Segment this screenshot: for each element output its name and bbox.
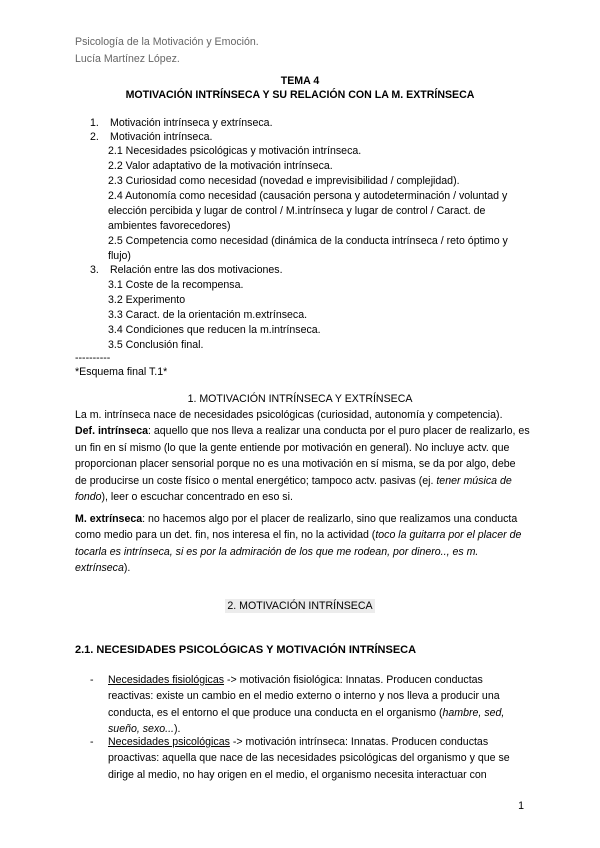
toc-item-3-3: 3.3 Caract. de la orientación m.extrínseca.	[108, 309, 308, 321]
toc-item-1	[90, 117, 273, 129]
definition-label: Def. intrínseca	[75, 425, 149, 438]
toc-item-number: 3.	[90, 264, 99, 276]
definition-text: : aquello que nos lleva a realizar una conducta por el puro placer de realizarlo, es un fin en sí mismo (lo que la gente entiende por motivación en general). No incluye actv. que proporcionan placer sensorial porque no es una motivación en sí misma, se da por algo, debe de producirse un coste físico o mental energético; tampoco actv. pasivas (ej.	[75, 425, 530, 487]
intro-paragraph: La m. intrínseca nace de necesidades psicológicas (curiosidad, autonomía y competencia).	[75, 409, 503, 421]
toc-item-3-2: 3.2 Experimento	[108, 294, 186, 306]
extrinsic-example: toco la guitarra por el placer de tocarla es intrínseca, si es por la admiración de los que me rodean, por dinero.., es m. extrínseca	[75, 529, 522, 575]
header-course: Psicología de la Motivación y Emoción.	[75, 36, 259, 48]
toc-item-label: Motivación intrínseca y extrínseca.	[110, 117, 273, 129]
extrinsic-text: : no hacemos algo por el placer de realizarlo, sino que realizamos una conducta como medio para un det. fin, nos interesa el fin, no la actividad (	[75, 513, 518, 542]
extrinsic-end: ).	[123, 562, 131, 575]
toc-item-3-5: 3.5 Conclusión final.	[108, 339, 204, 351]
tema-subtitle: MOTIVACIÓN INTRÍNSECA Y SU RELACIÓN CON LA M. EXTRÍNSECA	[125, 89, 475, 101]
section-1-body	[75, 407, 530, 505]
section-1-heading: 1. MOTIVACIÓN INTRÍNSECA Y EXTRÍNSECA	[187, 393, 413, 405]
toc-item-3-4: 3.4 Condiciones que reducen la m.intrínseca.	[108, 324, 321, 336]
bullet-text	[108, 672, 530, 738]
extrinsic-paragraph	[75, 511, 530, 577]
bullet-label: Necesidades fisiológicas	[108, 674, 225, 686]
toc-item-3	[90, 264, 283, 276]
toc-item-2-5-line2: flujo)	[108, 250, 131, 262]
toc-item-2-4-line2: elección percibida y lugar de control / M.intrínseca y lugar de control / Caract. de	[108, 205, 486, 217]
separator: ----------	[75, 352, 111, 364]
tema-title: TEMA 4	[280, 75, 320, 87]
bullet-body: -> motivación intrínseca: Innatas. Producen conductas proactivas: aquella que nace de las necesidades psicológicas del organismo y que se dirige al medio, no hay origen en el medio, el organismo necesita interactuar con	[108, 736, 510, 781]
toc-item-2-5-line1: 2.5 Competencia como necesidad (dinámica de la conducta intrínseca / reto óptimo y	[108, 235, 508, 247]
toc-item-2	[90, 131, 212, 143]
page-number: 1	[518, 800, 524, 812]
bullet-label: Necesidades psicológicas	[108, 736, 230, 748]
section-2-heading	[75, 599, 525, 613]
toc-item-2-3: 2.3 Curiosidad como necesidad (novedad e imprevisibilidad / complejidad).	[108, 175, 460, 187]
bullet-example: hambre, sed, sueño, sexo...	[108, 706, 505, 736]
bullet-physiological	[90, 672, 530, 738]
bullet-dash: -	[90, 736, 94, 748]
bullet-psychological	[90, 734, 530, 783]
bullet-dash: -	[90, 674, 94, 686]
extrinsic-label: M. extrínseca	[75, 513, 143, 525]
bullet-text	[108, 734, 530, 783]
toc-item-2-2: 2.2 Valor adaptativo de la motivación intrínseca.	[108, 160, 333, 172]
section-2-heading-text: 2. MOTIVACIÓN INTRÍNSECA	[227, 600, 373, 612]
definition-example: tener música de fondo	[75, 474, 512, 504]
toc-item-number: 1.	[90, 117, 99, 129]
toc-item-2-4-line1: 2.4 Autonomía como necesidad (causación persona y autodeterminación / voluntad y	[108, 190, 508, 202]
definition-end: ), leer o escuchar concentrado en eso si.	[101, 491, 293, 504]
toc-item-3-1: 3.1 Coste de la recompensa.	[108, 279, 244, 291]
toc-item-number: 2.	[90, 131, 99, 143]
header-author: Lucía Martínez López.	[75, 53, 180, 65]
toc-item-label: Relación entre las dos motivaciones.	[110, 264, 283, 276]
toc-item-label: Motivación intrínseca.	[110, 131, 213, 143]
esquema-note: *Esquema final T.1*	[75, 366, 168, 378]
definition-paragraph	[75, 423, 530, 505]
bullet-body: -> motivación fisiológica: Innatas. Producen conductas reactivas: existe un cambio en el medio externo o interno y nos lleva a producir una conducta, es el entorno el que produce una conducta en el organismo (	[108, 674, 500, 719]
bullet-end: ).	[173, 723, 181, 736]
subsection-2-1-heading: 2.1. NECESIDADES PSICOLÓGICAS Y MOTIVACIÓN INTRÍNSECA	[75, 644, 417, 656]
toc-item-2-4-line3: ambientes favorecedores)	[108, 220, 231, 232]
toc-item-2-1: 2.1 Necesidades psicológicas y motivación intrínseca.	[108, 145, 362, 157]
